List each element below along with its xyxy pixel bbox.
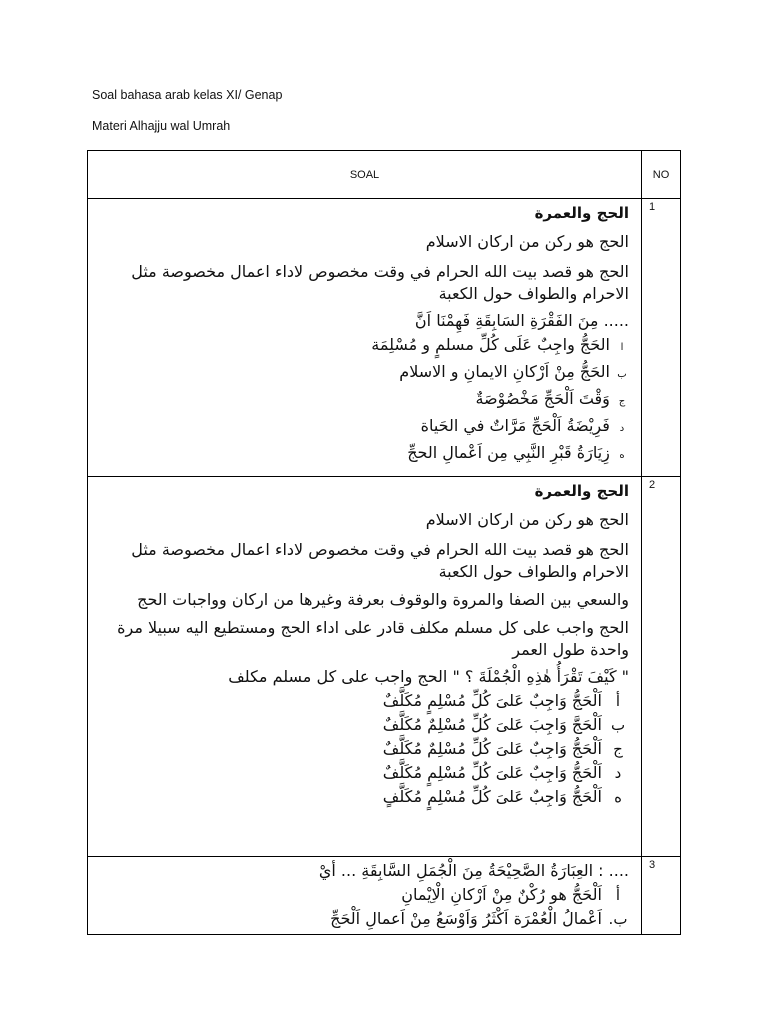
option-letter: ب. bbox=[608, 910, 628, 928]
question-1-cell bbox=[88, 199, 642, 477]
column-header-soal: SOAL bbox=[88, 151, 642, 199]
question-1-title: الحج والعمرة bbox=[534, 204, 629, 222]
question-2-title: الحج والعمرة bbox=[534, 482, 629, 500]
option-letter: ج bbox=[613, 740, 623, 758]
question-1-option-b bbox=[96, 360, 629, 387]
option-text: اَلْحَجُّ وَاجِبٌ عَلىَ كُلِّ مُسْلِمٌ مُكَلَّفٌ bbox=[382, 739, 602, 758]
question-2-option-a bbox=[96, 689, 629, 713]
question-2-option-e bbox=[96, 785, 629, 809]
option-letter: ا bbox=[620, 342, 624, 353]
option-letter: ه bbox=[614, 788, 622, 806]
question-1-text-1: الحج هو ركن من اركان الاسلام bbox=[425, 232, 629, 251]
question-2-text-3: والسعي بين الصفا والمروة والوقوف بعرفة وغيرها من اركان وواجبات الحج bbox=[137, 590, 629, 609]
option-text: اَلْحَجُّ وَاجِبٌ عَلىَ كُلِّ مُسْلِمٍ مُكَلَّفٍ bbox=[382, 787, 602, 806]
question-1-prompt: ..... مِنَ الفَقْرَةِ السَابِقَةِ فَهِمْنَا اَنَّ bbox=[414, 311, 629, 330]
question-3-cell bbox=[88, 857, 642, 935]
option-letter: د bbox=[619, 423, 625, 434]
question-1-option-d bbox=[96, 414, 629, 441]
question-1-option-c bbox=[96, 387, 629, 414]
question-2-option-b bbox=[96, 713, 629, 737]
option-text: الحَجُّ مِنْ اَرْكانِ الايمانِ و الاسلام bbox=[399, 362, 610, 381]
option-letter: ه bbox=[619, 450, 625, 461]
question-1-option-e bbox=[96, 441, 629, 468]
table-row bbox=[88, 477, 681, 857]
table-header-row bbox=[88, 151, 681, 199]
question-2-text-2: الحج هو قصد بيت الله الحرام في وقت مخصوص لاداء اعمال مخصوصة مثل الاحرام والطواف حول الكعبة bbox=[131, 540, 629, 581]
table-row bbox=[88, 857, 681, 935]
document-title: Soal bahasa arab kelas XI/ Genap bbox=[92, 88, 283, 102]
question-2-prompt: " كَيْفَ تَقْرَأُ هٰذِهِ الْجُمْلَةَ ؟ " الحج واجب على كل مسلم مكلف bbox=[228, 667, 629, 686]
option-text: اَعْمالُ الْعُمْرَة اَكْثَرُ وَاَوْسَعُ مِنْ اَعمالِ اَلْحَجِّ bbox=[330, 909, 602, 928]
option-text: اَلْحَجُّ وَاجِبٌ عَلىَ كُلِّ مُسْلِمٍ مُكَلَّفٌ bbox=[382, 763, 602, 782]
option-letter: د bbox=[614, 764, 622, 782]
question-3-prompt: .... : العِبَارَةُ الصَّحِيْحَةُ مِنَ الْجُمَلِ السَّابِقَةِ ... أيْ bbox=[318, 861, 629, 880]
question-1-number: 1 bbox=[642, 199, 681, 477]
option-letter: أ bbox=[615, 886, 621, 904]
question-2-cell bbox=[88, 477, 642, 857]
table-row bbox=[88, 199, 681, 477]
question-1-option-a bbox=[96, 333, 629, 360]
question-2-option-d bbox=[96, 761, 629, 785]
option-text: زِيَارَةُ قَبْرِ النَّبِي مِن اَعْمالِ الحجِّ bbox=[407, 443, 610, 462]
option-letter: أ bbox=[615, 692, 621, 710]
column-header-no: NO bbox=[642, 151, 681, 199]
question-1-text-2: الحج هو قصد بيت الله الحرام في وقت مخصوص لاداء اعمال مخصوصة مثل الاحرام والطواف حول الكعبة bbox=[131, 262, 629, 303]
option-text: اَلْحَجُّ وَاجِبٌ عَلىَ كُلِّ مُسْلِمٍ مُكَلَّفٌ bbox=[382, 691, 602, 710]
question-table bbox=[87, 150, 681, 935]
question-3-number: 3 bbox=[642, 857, 681, 935]
question-2-option-c bbox=[96, 737, 629, 761]
option-letter: ب bbox=[610, 716, 626, 734]
option-letter: ب bbox=[617, 369, 627, 380]
question-2-text-1: الحج هو ركن من اركان الاسلام bbox=[425, 510, 629, 529]
question-3-option-b bbox=[96, 907, 629, 931]
question-3-option-a bbox=[96, 883, 629, 907]
option-letter: ج bbox=[618, 396, 626, 407]
option-text: فَرِيْضَةُ اَلْحَجِّ مَرَّاتٌ في الحَياة bbox=[420, 416, 610, 435]
option-text: وَقْتَ اَلْحَجِّ مَخْصُوْصَةٌ bbox=[475, 389, 610, 408]
question-2-text-4: الحج واجب على كل مسلم مكلف قادر على اداء الحج ومستطيع اليه سبيلا مرة واحدة طول العمر bbox=[117, 618, 629, 659]
option-text: اَلْحَجُّ هو رُكْنٌ مِنْ اَرْكانِ الْاِيْمانِ bbox=[401, 885, 602, 904]
question-2-number: 2 bbox=[642, 477, 681, 857]
option-text: اَلْحَجَّ وَاجِبَ عَلىَ كُلِّ مُسْلِمٌ مُكَلَّفٌ bbox=[382, 715, 602, 734]
option-text: الحَجُّ واجِبٌ عَلَى كُلِّ مسلمٍ و مُسْلِمَة bbox=[371, 335, 610, 354]
document-subtitle: Materi Alhajju wal Umrah bbox=[92, 119, 231, 133]
